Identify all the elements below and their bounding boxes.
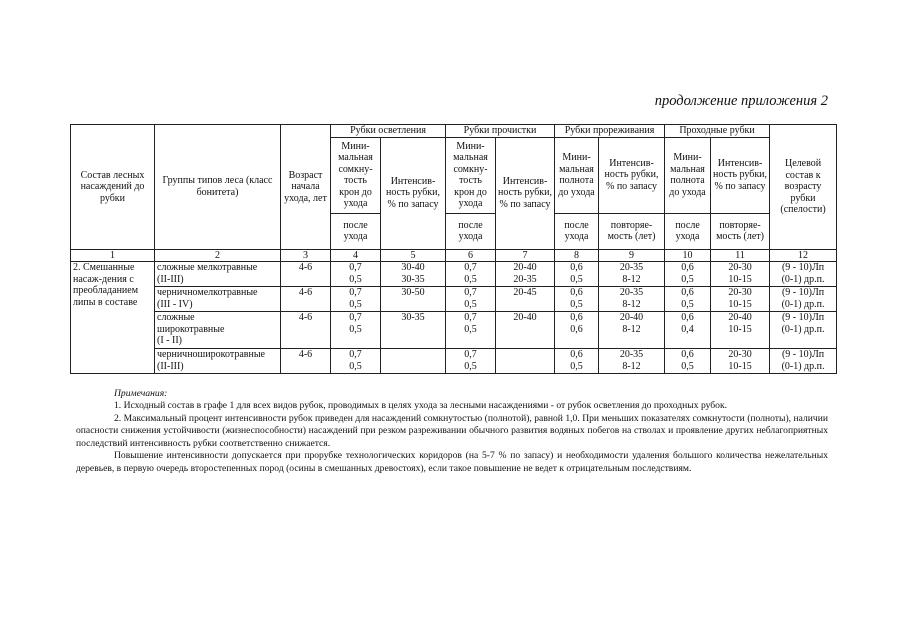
- value: (0-1) др.п.: [781, 273, 825, 285]
- table-row: [71, 349, 837, 374]
- header-group-prohodnye: Проходные рубки: [665, 125, 770, 138]
- data-cell: [496, 349, 555, 374]
- header-min-somk-osv: Мини-мальная сомкну-тость крон до ухода: [331, 137, 381, 213]
- main-table: [70, 124, 837, 374]
- header-intens-prorezh: Интенсив-ность рубки, % по запасу: [599, 137, 665, 213]
- value: 0,6: [570, 312, 583, 323]
- forest-type-line: (I - II): [157, 335, 182, 346]
- notes-title: Примечания:: [114, 388, 168, 399]
- header-posle-prorezh: после ухода: [555, 213, 599, 249]
- col-number: 12: [770, 249, 837, 262]
- value: 20-40: [513, 312, 537, 323]
- header-posle-osv: после ухода: [331, 213, 381, 249]
- value: (9 - 10)Лп: [781, 312, 825, 323]
- data-cell: [711, 349, 770, 374]
- data-cell: [665, 312, 711, 349]
- header-povtor-prohod: повторяе-мость (лет): [711, 213, 770, 249]
- value: 10-15: [728, 323, 752, 335]
- value: 0,7: [349, 349, 362, 360]
- col-number: 11: [711, 249, 770, 262]
- data-cell: [770, 312, 837, 349]
- value: 20-40: [728, 312, 752, 323]
- table-row: [71, 312, 837, 349]
- data-cell: [770, 349, 837, 374]
- header-col12: Целевой состав к возрасту рубки (спелости): [770, 125, 837, 250]
- value: 0,7: [464, 349, 477, 360]
- value: 0,5: [464, 360, 477, 372]
- value: 0,7: [349, 287, 362, 298]
- data-cell: [599, 312, 665, 349]
- value: 0,6: [570, 323, 583, 335]
- header-group-prorezhivanie: Рубки прореживания: [555, 125, 665, 138]
- data-cell: [446, 312, 496, 349]
- header-min-poln-prohod: Мини-мальная полнота до ухода: [665, 137, 711, 213]
- value: 0,4: [681, 323, 694, 335]
- col-number: 3: [281, 249, 331, 262]
- forest-type-line: сложные: [157, 312, 195, 323]
- forest-type-line: (III - IV): [157, 298, 193, 310]
- value: 0,5: [570, 298, 583, 310]
- value: 10-15: [728, 273, 752, 285]
- data-cell: [770, 287, 837, 312]
- value: 20-30: [728, 262, 752, 273]
- value: 30-40: [401, 262, 425, 273]
- value: 8-12: [622, 323, 641, 335]
- value: 0,6: [570, 262, 583, 273]
- value: (0-1) др.п.: [781, 298, 825, 310]
- value: (0-1) др.п.: [781, 323, 825, 335]
- header-posle-proch: после ухода: [446, 213, 496, 249]
- header-group-osvetlenie: Рубки осветления: [331, 125, 446, 138]
- header-col2: Группы типов леса (класс бонитета): [155, 125, 281, 250]
- value: 0,6: [570, 349, 583, 360]
- data-cell: [599, 349, 665, 374]
- value: 20-35: [513, 273, 537, 285]
- forest-type-line: черничномелкотравные: [157, 287, 258, 298]
- col-number: 7: [496, 249, 555, 262]
- header-intens-osv: Интенсив-ность рубки, % по запасу: [381, 137, 446, 249]
- col-number: 10: [665, 249, 711, 262]
- data-cell: [770, 262, 837, 287]
- forest-type-line: (II-III): [157, 360, 184, 372]
- value: 0,5: [681, 273, 694, 285]
- notes-section: [76, 388, 828, 475]
- header-povtor-prorezh: повторяе-мость (лет): [599, 213, 665, 249]
- value: 30-50: [401, 287, 425, 298]
- value: 20-45: [513, 287, 537, 298]
- value: (9 - 10)Лп: [781, 262, 825, 273]
- value: 30-35: [401, 273, 425, 285]
- data-cell: [381, 349, 446, 374]
- data-cell: [446, 262, 496, 287]
- value: 8-12: [622, 360, 641, 372]
- value: 8-12: [622, 298, 641, 310]
- value: 20-35: [619, 349, 644, 360]
- data-cell: [381, 287, 446, 312]
- value: 0,7: [464, 312, 477, 323]
- value: 20-35: [619, 287, 644, 298]
- note-paragraph: 1. Исходный состав в графе 1 для всех видов рубок, проводимых в целях ухода за лесными насаждениями - от рубок осветления до проходных рубок.: [114, 400, 728, 412]
- header-group-prochistka: Рубки прочистки: [446, 125, 555, 138]
- header-col3: Возраст начала ухода, лет: [281, 125, 331, 250]
- header-intens-proch: Интенсив-ность рубки, % по запасу: [496, 137, 555, 249]
- value: 8-12: [622, 273, 641, 285]
- value: 10-15: [728, 298, 752, 310]
- data-cell: [711, 312, 770, 349]
- table-row: [71, 287, 837, 312]
- data-cell: [555, 312, 599, 349]
- value: 20-30: [728, 349, 752, 360]
- data-cell: [599, 262, 665, 287]
- value: 0,5: [349, 273, 362, 285]
- value: 0,7: [464, 287, 477, 298]
- data-cell: [599, 287, 665, 312]
- value: 0,5: [464, 273, 477, 285]
- data-cell: [331, 312, 381, 349]
- value: 20-30: [728, 287, 752, 298]
- data-cell: [331, 287, 381, 312]
- data-cell: [331, 349, 381, 374]
- data-cell: [665, 287, 711, 312]
- data-cell: [711, 287, 770, 312]
- value: 0,5: [464, 323, 477, 335]
- forest-type-cell: [155, 349, 281, 374]
- col-number: 8: [555, 249, 599, 262]
- note-paragraph: 2. Максимальный процент интенсивности рубок приведен для насаждений сомкнутостью (полнотой), равной 1,0. При меньших показателях сомкнутости (полноты), наличии опасности снижения устойчивости (жизнеспособности) насаждений при резком разреживании обычного развития водяных побегов на стволах и проявление других неблагоприятных последствий интенсивность рубки соответственно снижается.: [76, 412, 828, 449]
- table-row: [71, 262, 837, 287]
- value: 0,5: [349, 360, 362, 372]
- value: 20-40: [619, 312, 644, 323]
- group-label: 2. Смешанные насаж-дения с преобладанием липы в составе: [71, 262, 155, 374]
- col-number: 5: [381, 249, 446, 262]
- header-posle-prohod: после ухода: [665, 213, 711, 249]
- value: (0-1) др.п.: [781, 360, 825, 372]
- age-cell: 4-6: [281, 287, 331, 312]
- data-cell: [496, 312, 555, 349]
- data-cell: [381, 262, 446, 287]
- value: 0,7: [349, 262, 362, 273]
- forest-type-line: черничноширокотравные: [157, 349, 265, 360]
- data-cell: [555, 262, 599, 287]
- value: 0,5: [570, 273, 583, 285]
- data-cell: [446, 349, 496, 374]
- data-cell: [381, 312, 446, 349]
- age-cell: 4-6: [281, 349, 331, 374]
- forest-type-line: (II-III): [157, 273, 184, 285]
- forest-type-cell: [155, 287, 281, 312]
- data-cell: [711, 262, 770, 287]
- header-col1: Состав лесных насаждений до рубки: [71, 125, 155, 250]
- value: 0,5: [464, 298, 477, 310]
- col-number: 9: [599, 249, 665, 262]
- value: 20-35: [619, 262, 644, 273]
- col-number: 6: [446, 249, 496, 262]
- page-caption: продолжение приложения 2: [654, 93, 828, 109]
- note-paragraph: Повышение интенсивности допускается при прорубке технологических коридоров (на 5-7 % по запасу) и необходимости удаления большого количества нежелательных деревьев, в первую очередь второстепенных пород (осины в смешанных древостоях), если такое повышение не ведет к отрицательным последствиям.: [76, 450, 828, 474]
- header-intens-prohod: Интенсив-ность рубки, % по запасу: [711, 137, 770, 213]
- data-cell: [665, 349, 711, 374]
- value: 0,5: [681, 360, 694, 372]
- data-cell: [665, 262, 711, 287]
- value: (9 - 10)Лп: [781, 349, 825, 360]
- value: 0,6: [681, 287, 694, 298]
- data-cell: [555, 287, 599, 312]
- value: 20-40: [513, 262, 537, 273]
- value: 0,5: [570, 360, 583, 372]
- value: (9 - 10)Лп: [781, 287, 825, 298]
- age-cell: 4-6: [281, 262, 331, 287]
- data-cell: [331, 262, 381, 287]
- value: 0,7: [464, 262, 477, 273]
- data-cell: [496, 262, 555, 287]
- header-min-somk-proch: Мини-мальная сомкну-тость крон до ухода: [446, 137, 496, 213]
- data-cell: [446, 287, 496, 312]
- value: 0,6: [681, 349, 694, 360]
- value: 30-35: [401, 312, 425, 323]
- value: 0,5: [349, 298, 362, 310]
- value: 0,5: [681, 298, 694, 310]
- col-number: 1: [71, 249, 155, 262]
- forest-type-cell: [155, 262, 281, 287]
- value: 10-15: [728, 360, 752, 372]
- value: 0,6: [681, 262, 694, 273]
- forest-type-cell: [155, 312, 281, 349]
- value: 0,6: [681, 312, 694, 323]
- col-number: 2: [155, 249, 281, 262]
- forest-type-line: широкотравные: [157, 323, 225, 335]
- data-cell: [496, 287, 555, 312]
- data-cell: [555, 349, 599, 374]
- header-min-poln-prorezh: Мини-мальная полнота до ухода: [555, 137, 599, 213]
- value: 0,7: [349, 312, 362, 323]
- col-number: 4: [331, 249, 381, 262]
- value: 0,6: [570, 287, 583, 298]
- value: 0,5: [349, 323, 362, 335]
- forest-type-line: сложные мелкотравные: [157, 262, 258, 273]
- age-cell: 4-6: [281, 312, 331, 349]
